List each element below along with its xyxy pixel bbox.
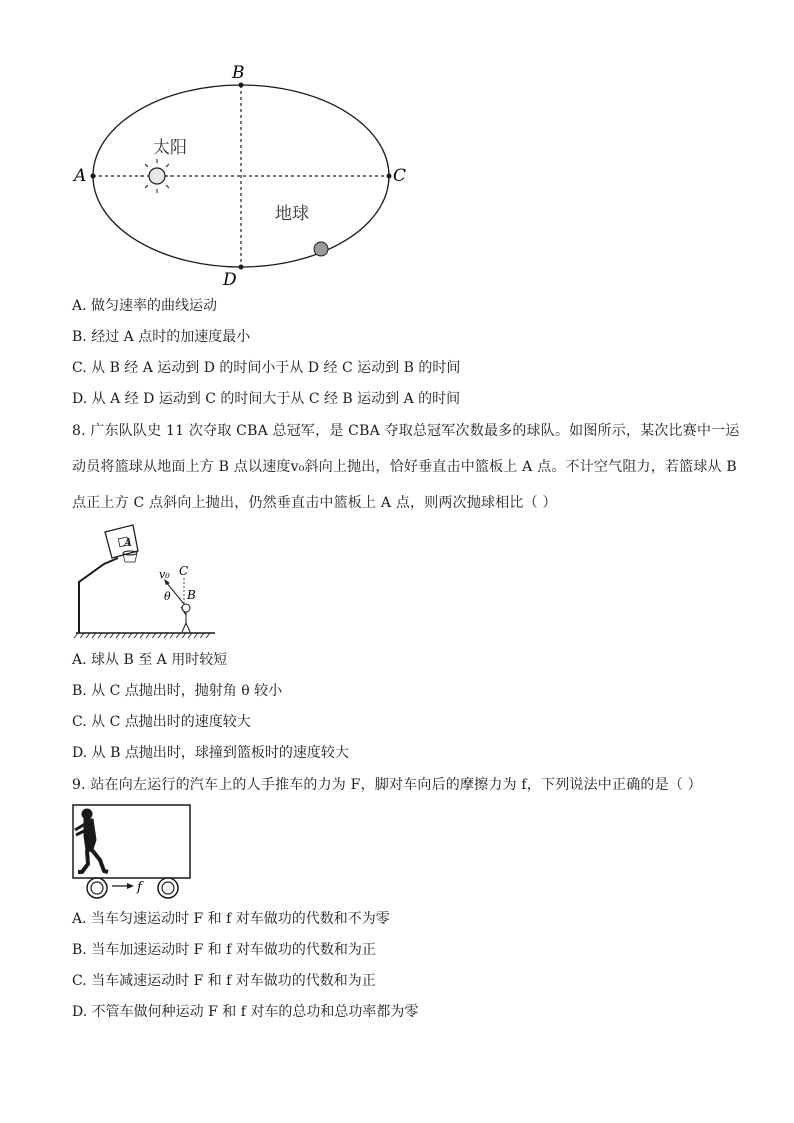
sun-label: 太阳	[153, 138, 187, 158]
q7-option-d: D. 从 A 经 D 运动到 C 的时间大于从 C 经 B 运动到 A 的时间	[72, 391, 461, 407]
earth-label: 地球	[275, 204, 309, 224]
label-C: C	[393, 166, 407, 186]
q9-option-a: A. 当车匀速运动时 F 和 f 对车做功的代数和不为零	[72, 911, 390, 927]
label-v0: v₀	[159, 568, 170, 581]
q9-option-b: B. 当车加速运动时 F 和 f 对车做功的代数和为正	[72, 942, 376, 958]
label-f: f	[137, 880, 142, 895]
point-A	[91, 174, 96, 179]
q7-option-b: B. 经过 A 点时的加速度最小	[72, 329, 251, 345]
q8-option-b: B. 从 C 点抛出时，抛射角 θ 较小	[72, 683, 283, 699]
q8-option-c: C. 从 C 点抛出时的速度较大	[72, 714, 251, 730]
hoop-pole	[79, 558, 118, 633]
q9-option-c: C. 当车减速运动时 F 和 f 对车做功的代数和为正	[72, 973, 376, 989]
sun-icon	[140, 159, 174, 193]
q9-option-d: D. 不管车做何种运动 F 和 f 对车的总功和总功率都为零	[72, 1004, 419, 1020]
point-B	[239, 83, 244, 88]
q8-stem-line-2: 动员将篮球从地面上方 B 点以速度v₀斜向上抛出，恰好垂直击中篮板上 A 点。不计空气阻力，若篮球从 B	[72, 459, 737, 475]
label-theta: θ	[164, 590, 171, 603]
q7-option-c: C. 从 B 经 A 运动到 D 的时间小于从 D 经 C 运动到 B 的时间	[72, 360, 461, 376]
q9-stem: 9. 站在向左运行的汽车上的人手推车的力为 F，脚对车向后的摩擦力为 f，下列说法中正确的是（ ）	[72, 777, 702, 793]
label-B: B	[232, 63, 245, 83]
basketball-figure	[70, 522, 220, 640]
label-B-q8: B	[187, 588, 196, 602]
q8-stem-line-1: 8. 广东队队史 11 次夺取 CBA 总冠军，是 CBA 夺取总冠军次数最多的球队。如图所示，某次比赛中一运	[72, 423, 740, 439]
q7-option-a: A. 做匀速率的曲线运动	[72, 298, 218, 314]
backboard	[105, 525, 138, 558]
earth-icon	[314, 242, 328, 256]
label-A-q8: A	[124, 536, 132, 549]
q8-stem-line-3: 点正上方 C 点斜向上抛出，仍然垂直击中篮板上 A 点，则两次抛球相比（ ）	[72, 495, 557, 511]
label-C-q8: C	[179, 564, 189, 578]
car-figure	[70, 802, 194, 900]
point-D	[239, 265, 244, 270]
label-A: A	[74, 166, 87, 186]
point-C	[387, 174, 392, 179]
orbit-figure	[70, 58, 420, 290]
wheel-right-icon	[158, 878, 178, 898]
q8-option-d: D. 从 B 点抛出时，球撞到篮板时的速度较大	[72, 745, 349, 761]
label-D: D	[223, 270, 237, 290]
wheel-left-icon	[87, 878, 107, 898]
friction-arrowhead	[127, 883, 134, 889]
q8-option-a: A. 球从 B 至 A 用时较短	[72, 652, 228, 668]
